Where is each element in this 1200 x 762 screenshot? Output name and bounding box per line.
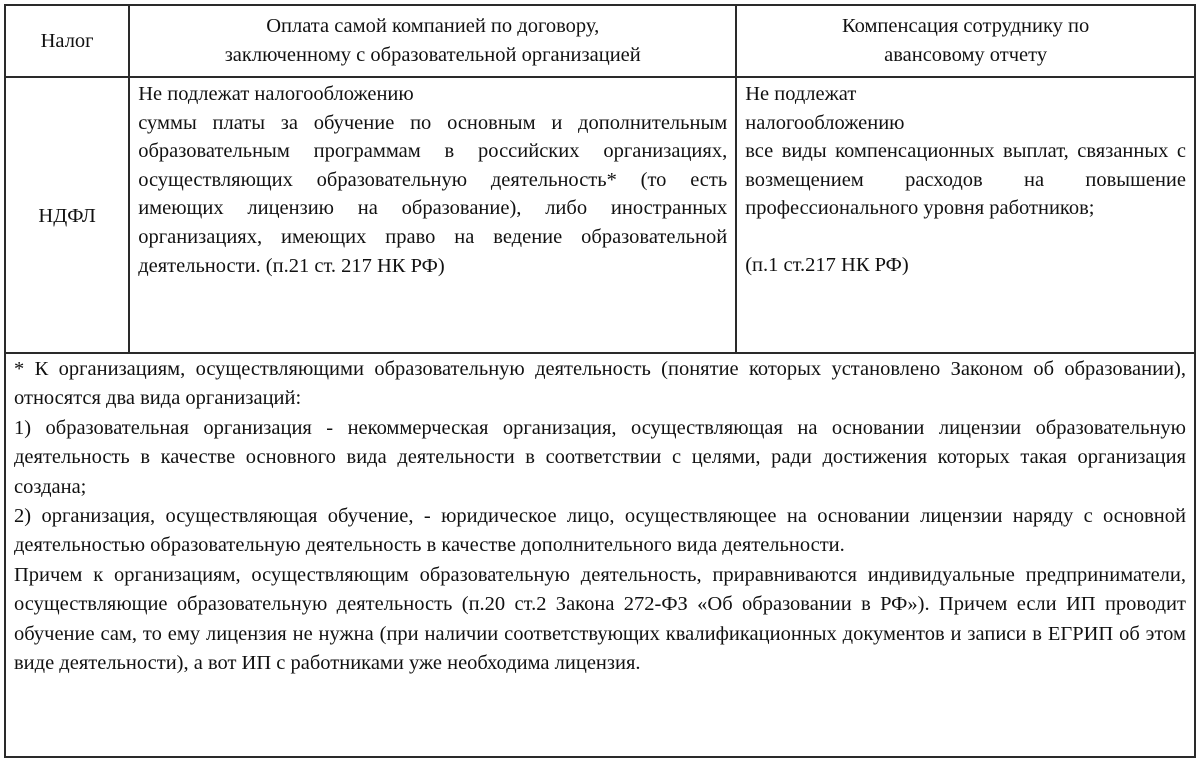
employee-compensation-lead-line2: налогообложению xyxy=(745,111,905,134)
header-employee-compensation-line2: авансовому отчету xyxy=(884,44,1048,66)
footnote-cell xyxy=(5,353,1195,757)
spacer xyxy=(745,223,1186,251)
tax-name: НДФЛ xyxy=(38,204,96,227)
cell-company-payment xyxy=(129,77,736,353)
footnote-closing: Причем к организациям, осуществляющим образовательную деятельность, приравниваются индивидуальные предприниматели, осуществляющие образовательную деятельность (п.20 ст.2 Закона 272-ФЗ «Об образовании в РФ»). Причем если ИП проводит обучение сам, то ему лицензия не нужна (при наличии соответствующих квалификационных документов и записи в ЕГРИП об этом виде деятельности), а вот ИП с работниками уже необходима лицензия. xyxy=(14,563,1186,675)
cell-tax-name xyxy=(5,77,129,353)
company-payment-lead: Не подлежат налогообложению xyxy=(138,83,414,105)
tax-comparison-table xyxy=(4,4,1196,758)
header-company-payment-line1: Оплата самой компанией по договору, xyxy=(266,15,600,37)
header-company-payment xyxy=(129,5,736,77)
footnote-item-1: 1) образовательная организация - некоммерческая организация, осуществляющая на основании лицензии образовательную деятельность в качестве основного вида деятельности в соответствии с целями, ради достижения которых такая организация создана; xyxy=(14,416,1186,498)
employee-compensation-lead-line1: Не подлежат xyxy=(745,83,857,105)
footnote-row xyxy=(5,353,1195,757)
table-header-row xyxy=(5,5,1195,77)
footnote-intro: * К организациям, осуществляющими образовательную деятельность (понятие которых установлено Законом об образовании), относятся два вида организаций: xyxy=(14,358,1186,410)
employee-compensation-ref: (п.1 ст.217 НК РФ) xyxy=(745,253,909,276)
footnote-item-2: 2) организация, осуществляющая обучение, - юридическое лицо, осуществляющее на основании лицензии наряду с основной деятельностью образовательную деятельность в качестве дополнительного вида деятельности. xyxy=(14,505,1186,557)
header-employee-compensation xyxy=(736,5,1195,77)
header-tax-label: Налог xyxy=(40,29,94,52)
header-tax xyxy=(5,5,129,77)
header-company-payment-line2: заключенному с образовательной организацией xyxy=(224,44,641,66)
company-payment-text: суммы платы за обучение по основным и дополнительным образовательным программам в российских организациях, осуществляющих образовательную деятельность* (то есть имеющих лицензию на образование), либо иностранных организациях, имеющих право на ведение образовательной деятельности. (п.21 ст. 217 НК РФ) xyxy=(138,111,728,277)
header-employee-compensation-line1: Компенсация сотруднику по xyxy=(841,15,1090,37)
table-row-ndfl xyxy=(5,77,1195,353)
employee-compensation-text: все виды компенсационных выплат, связанных с возмещением расходов на повышение профессионального уровня работников; xyxy=(745,140,1186,220)
cell-employee-compensation xyxy=(736,77,1195,353)
